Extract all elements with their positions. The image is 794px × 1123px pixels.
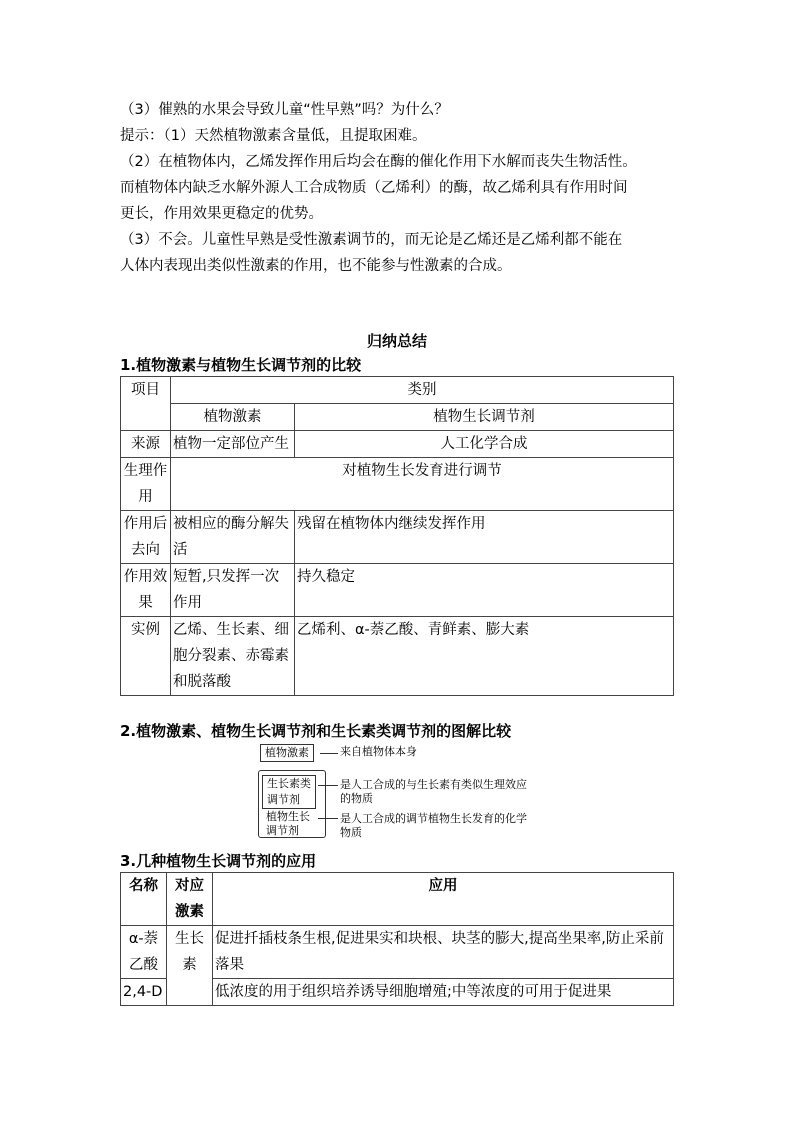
cell-hormone: 植物一定部位产生: [171, 431, 295, 458]
table-row: [121, 511, 674, 564]
comparison-diagram: [258, 742, 558, 842]
table-row: [121, 926, 674, 979]
cell-name: α-萘乙酸: [121, 926, 167, 979]
desc2-line-1: 是人工合成的与生长素有类似生理效应: [340, 778, 527, 791]
cell-name: 2,4-D: [121, 979, 167, 1006]
cell-regulator: 残留在植物体内继续发挥作用: [295, 511, 674, 564]
summary-title: 归纳总结: [366, 332, 427, 350]
row-label: 来源: [121, 431, 171, 458]
row-label: 作用效果: [121, 564, 171, 617]
diagram-desc-2: [340, 778, 527, 806]
cell-use: 促进扦插枝条生根,促进果实和块根、块茎的膨大,提高坐果率,防止采前落果: [213, 926, 674, 979]
comparison-table: [120, 376, 674, 696]
cell-regulator: 持久稳定: [295, 564, 674, 617]
table-head-use: 应用: [213, 873, 674, 926]
box2-line-1: 生长素类: [267, 777, 311, 790]
diagram-box-plant-hormone: 植物激素: [260, 744, 314, 762]
diagram-desc-3: [340, 812, 527, 840]
table-head-name: 名称: [121, 873, 167, 926]
row-label: 实例: [121, 617, 171, 696]
table-row: [121, 458, 674, 511]
application-table: [120, 872, 674, 1006]
section-3-title: 3.几种植物生长调节剂的应用: [120, 852, 317, 870]
row-label: 生理作用: [121, 458, 171, 511]
cell-use: 低浓度的用于组织培养诱导细胞增殖;中等浓度的可用于促进果: [213, 979, 674, 1006]
diagram-desc-1: 来自植物体本身: [340, 745, 417, 758]
box3-line-1: 植物生长: [266, 810, 310, 823]
cell-merged: 对植物生长发育进行调节: [171, 458, 674, 511]
section-2-title: 2.植物激素、植物生长调节剂和生长素类调节剂的图解比较: [120, 722, 512, 740]
connector-line: [318, 785, 338, 786]
cell-regulator: 人工化学合成: [295, 431, 674, 458]
cell-hormone: 乙烯、生长素、细胞分裂素、赤霉素和脱落酸: [171, 617, 295, 696]
connector-line: [318, 818, 338, 819]
answer-3-line-1: （3）不会。儿童性早熟是受性激素调节的，而无论是乙烯还是乙烯利都不能在: [120, 232, 623, 248]
cell-hormone: 被相应的酶分解失活: [171, 511, 295, 564]
row-label: 作用后去向: [121, 511, 171, 564]
table-head-hormone: 对应激素: [167, 873, 213, 926]
table-row: [121, 564, 674, 617]
answer-2-line-3: 更长，作用效果更稳定的优势。: [120, 206, 323, 222]
desc3-line-2: 物质: [340, 826, 362, 839]
table-row: [121, 617, 674, 696]
desc3-line-1: 是人工合成的调节植物生长发育的化学: [340, 812, 527, 825]
connector-line: [320, 753, 338, 754]
question-3: （3）催熟的水果会导致儿童“性早熟”吗？为什么？: [120, 102, 449, 118]
cell-hormone: 短暂,只发挥一次作用: [171, 564, 295, 617]
answer-2-line-1: （2）在植物体内，乙烯发挥作用后均会在酶的催化作用下水解而丧失生物活性。: [120, 154, 637, 170]
box3-line-2: 调节剂: [266, 824, 299, 837]
answer-1: 提示：（1）天然植物激素含量低，且提取困难。: [120, 128, 427, 144]
table-head-plant-hormone: 植物激素: [171, 404, 295, 431]
cell-hormone: 生长素: [167, 926, 213, 1006]
desc2-line-2: 的物质: [340, 792, 373, 805]
box2-line-2: 调节剂: [267, 793, 300, 806]
table-head-regulator: 植物生长调节剂: [295, 404, 674, 431]
table-row: [121, 431, 674, 458]
answer-2-line-2: 而植物体内缺乏水解外源人工合成物质（乙烯利）的酶，故乙烯利具有作用时间: [120, 180, 628, 196]
answer-3-line-2: 人体内表现出类似性激素的作用，也不能参与性激素的合成。: [120, 258, 512, 274]
diagram-box-regulator: [266, 810, 310, 838]
diagram-box-auxin-regulator: [262, 775, 316, 809]
section-1-title: 1.植物激素与植物生长调节剂的比较: [120, 356, 362, 374]
cell-regulator: 乙烯利、α-萘乙酸、青鲜素、膨大素: [295, 617, 674, 696]
table-head-category: 类别: [171, 377, 674, 404]
table-head-item: 项目: [121, 377, 171, 431]
